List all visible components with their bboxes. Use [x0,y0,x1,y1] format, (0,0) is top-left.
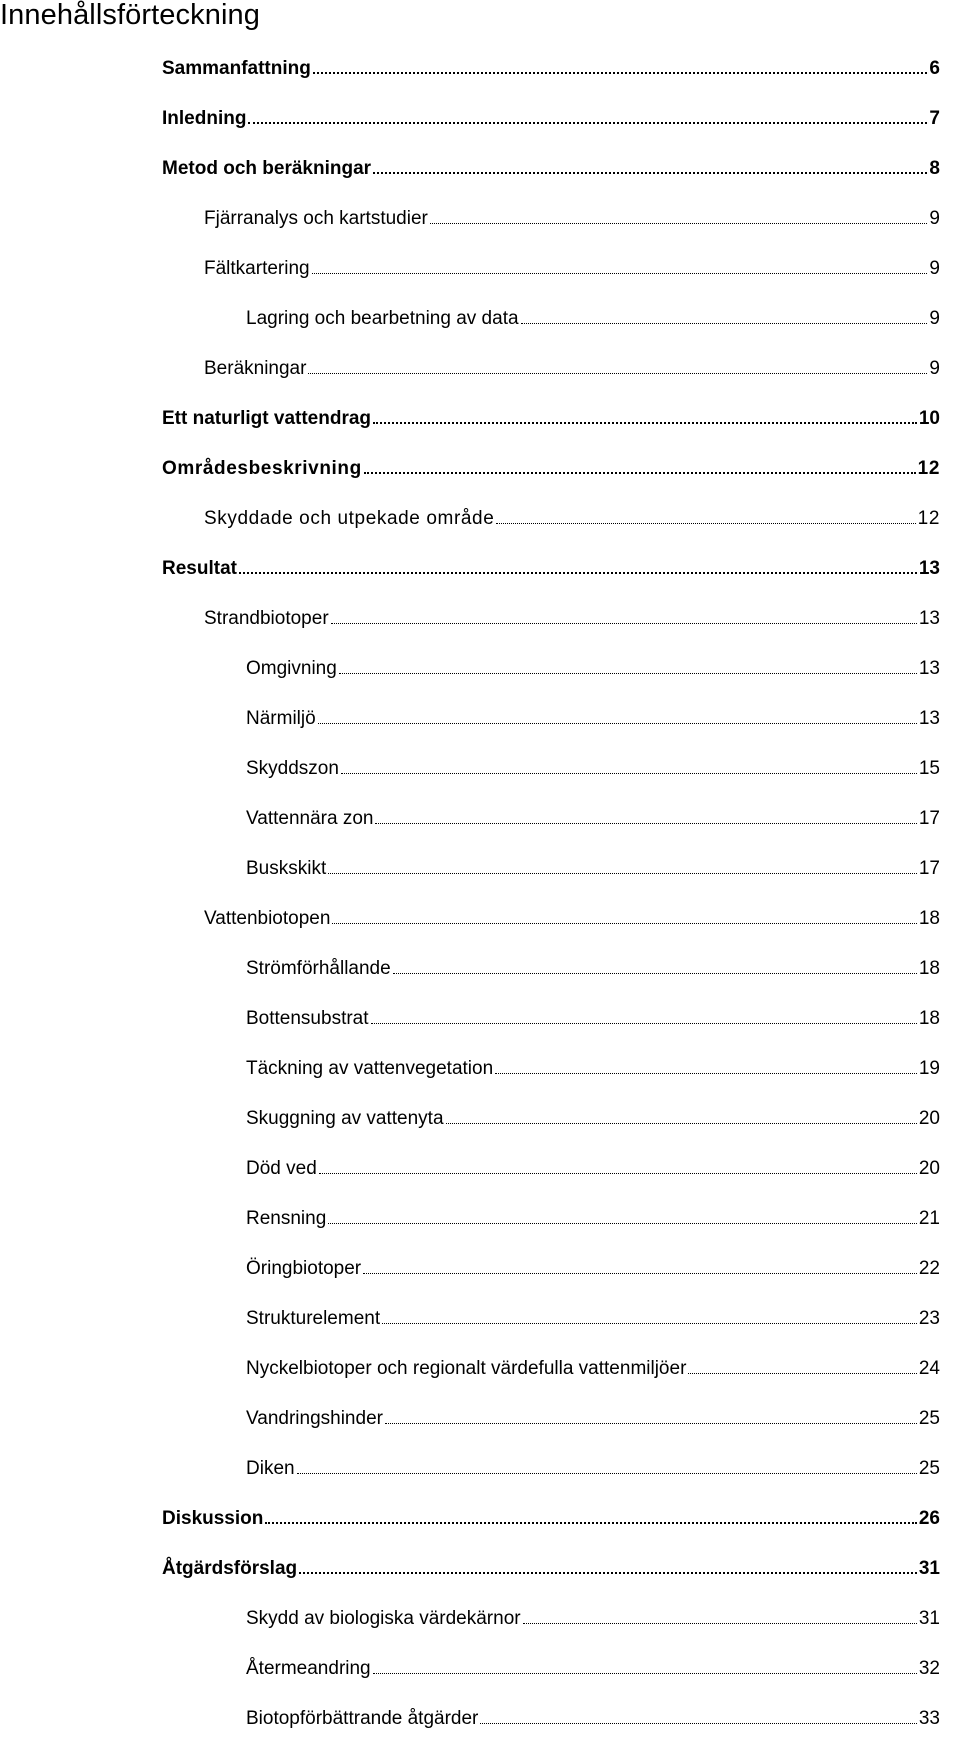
dot-leader [299,1572,917,1574]
dot-leader [248,122,927,124]
dot-leader [313,72,928,74]
toc-entry-page-number: 20 [918,1108,940,1129]
toc-entry[interactable] [0,1094,960,1144]
toc-entry[interactable] [0,1294,960,1344]
toc-entry-label: Täckning av vattenvegetation [246,1058,494,1079]
toc-entry-page-number: 18 [918,908,940,929]
dot-leader [373,422,917,424]
toc-entry[interactable] [0,194,960,244]
toc-entry[interactable] [0,294,960,344]
toc-entry[interactable] [0,144,960,194]
dot-leader [446,1123,917,1124]
toc-entry[interactable] [0,1344,960,1394]
toc-entry-label: Fältkartering [204,258,310,279]
dot-leader [319,1173,917,1174]
dot-leader [328,1223,917,1224]
toc-entry-label: Åtgärdsförslag [162,1558,298,1579]
toc-entry-page-number: 18 [918,1008,940,1029]
toc-entry-label: Resultat [162,558,237,579]
toc-entry[interactable] [0,394,960,444]
toc-entry-page-number: 13 [918,658,940,679]
toc-entry-label: Inledning [162,108,247,129]
toc-entry-page-number: 20 [918,1158,940,1179]
dot-leader [339,673,917,674]
toc-entry-label: Öringbiotoper [246,1258,362,1279]
toc-entry[interactable] [0,44,960,94]
toc-entry-page-number: 19 [918,1058,940,1079]
toc-entry-label: Strandbiotoper [204,608,329,629]
toc-entry-label: Skyddszon [246,758,339,779]
toc-entry[interactable] [0,344,960,394]
toc-entry-page-number: 8 [929,158,940,179]
toc-entry-label: Beräkningar [204,358,307,379]
toc-entry[interactable] [0,944,960,994]
toc-entry-page-number: 32 [918,1658,940,1679]
toc-entry-label: Skydd av biologiska värdekärnor [246,1608,521,1629]
toc-entry-page-number: 33 [918,1708,940,1729]
toc-entry[interactable] [0,794,960,844]
toc-entry[interactable] [0,1444,960,1494]
toc-entry-label: Ett naturligt vattendrag [162,408,372,429]
dot-leader [521,323,928,324]
toc-entry[interactable] [0,594,960,644]
toc-entry[interactable] [0,694,960,744]
toc-entry-page-number: 9 [929,358,940,379]
dot-leader [385,1423,917,1424]
toc-entry-page-number: 15 [918,758,940,779]
toc-entry-label: Strömförhållande [246,958,391,979]
toc-entry-page-number: 12 [917,458,940,479]
toc-entry-label: Sammanfattning [162,58,311,79]
toc-entry-page-number: 7 [929,108,940,129]
toc-entry-label: Metod och beräkningar [162,158,372,179]
toc-entry-page-number: 31 [918,1608,940,1629]
toc-entry-label: Rensning [246,1208,327,1229]
toc-entry-label: Buskskikt [246,858,327,879]
toc-entry[interactable] [0,1194,960,1244]
toc-entry-label: Biotopförbättrande åtgärder [246,1708,479,1729]
toc-entry-page-number: 9 [929,208,940,229]
dot-leader [265,1522,916,1524]
dot-leader [312,273,928,274]
toc-entry-page-number: 13 [918,558,940,579]
toc-entry-label: Återmeandring [246,1658,371,1679]
toc-entry[interactable] [0,1694,960,1744]
toc-entry[interactable] [0,94,960,144]
toc-entry-page-number: 25 [918,1458,940,1479]
dot-leader [480,1723,916,1724]
dot-leader [393,973,917,974]
toc-entry[interactable] [0,1544,960,1594]
dot-leader [239,572,917,574]
toc-entry-page-number: 13 [918,708,940,729]
toc-entry-label: Fjärranalys och kartstudier [204,208,428,229]
page-title: Innehållsförteckning [0,0,260,31]
toc-entry-page-number: 12 [917,508,940,529]
toc-entry[interactable] [0,894,960,944]
toc-entry-page-number: 9 [929,308,940,329]
dot-leader [375,823,916,824]
toc-entry-page-number: 21 [918,1208,940,1229]
dot-leader [373,1673,917,1674]
toc-entry-page-number: 25 [918,1408,940,1429]
toc-entry[interactable] [0,1644,960,1694]
toc-entry-page-number: 17 [918,858,940,879]
toc-entry-page-number: 6 [929,58,940,79]
toc-entry-page-number: 13 [918,608,940,629]
toc-entry[interactable] [0,644,960,694]
dot-leader [331,623,917,624]
toc-entry-page-number: 26 [918,1508,940,1529]
toc-entry-label: Diken [246,1458,295,1479]
toc-entry[interactable] [0,744,960,794]
dot-leader [363,1273,917,1274]
toc-entry-label: Vattenbiotopen [204,908,331,929]
dot-leader [332,923,916,924]
dot-leader [382,1323,917,1324]
toc-entry-label: Närmiljö [246,708,316,729]
dot-leader [496,523,915,524]
toc-entry-page-number: 22 [918,1258,940,1279]
dot-leader [364,472,916,474]
toc-entry[interactable] [0,544,960,594]
table-of-contents [0,44,960,1744]
toc-entry-label: Skyddade och utpekade område [204,508,495,529]
dot-leader [308,373,927,374]
toc-entry-page-number: 23 [918,1308,940,1329]
dot-leader [495,1073,917,1074]
toc-entry-label: Vandringshinder [246,1408,383,1429]
toc-entry-label: Skuggning av vattenyta [246,1108,444,1129]
toc-entry-page-number: 24 [918,1358,940,1379]
toc-entry-page-number: 18 [918,958,940,979]
toc-entry[interactable] [0,494,960,544]
toc-entry-page-number: 31 [918,1558,940,1579]
dot-leader [430,223,928,224]
toc-entry[interactable] [0,1144,960,1194]
toc-entry-label: Områdesbeskrivning [162,458,362,479]
toc-entry[interactable] [0,244,960,294]
toc-entry-page-number: 10 [918,408,940,429]
dot-leader [318,723,917,724]
toc-entry[interactable] [0,1044,960,1094]
toc-entry-label: Nyckelbiotoper och regionalt värdefulla vattenmiljöer [246,1358,687,1379]
toc-entry-label: Strukturelement [246,1308,381,1329]
toc-entry[interactable] [0,1594,960,1644]
toc-entry[interactable] [0,994,960,1044]
toc-entry[interactable] [0,844,960,894]
dot-leader [371,1023,917,1024]
dot-leader [373,172,927,174]
toc-entry-label: Död ved [246,1158,317,1179]
toc-entry-label: Vattennära zon [246,808,374,829]
toc-entry[interactable] [0,444,960,494]
toc-entry-page-number: 17 [918,808,940,829]
dot-leader [328,873,917,874]
dot-leader [297,1473,917,1474]
toc-entry-label: Bottensubstrat [246,1008,369,1029]
toc-entry[interactable] [0,1244,960,1294]
dot-leader [523,1623,917,1624]
toc-entry-page-number: 9 [929,258,940,279]
dot-leader [688,1373,916,1374]
dot-leader [341,773,917,774]
toc-entry-label: Lagring och bearbetning av data [246,308,519,329]
toc-entry-label: Omgivning [246,658,337,679]
toc-entry[interactable] [0,1494,960,1544]
toc-entry[interactable] [0,1394,960,1444]
toc-entry-label: Diskussion [162,1508,264,1529]
